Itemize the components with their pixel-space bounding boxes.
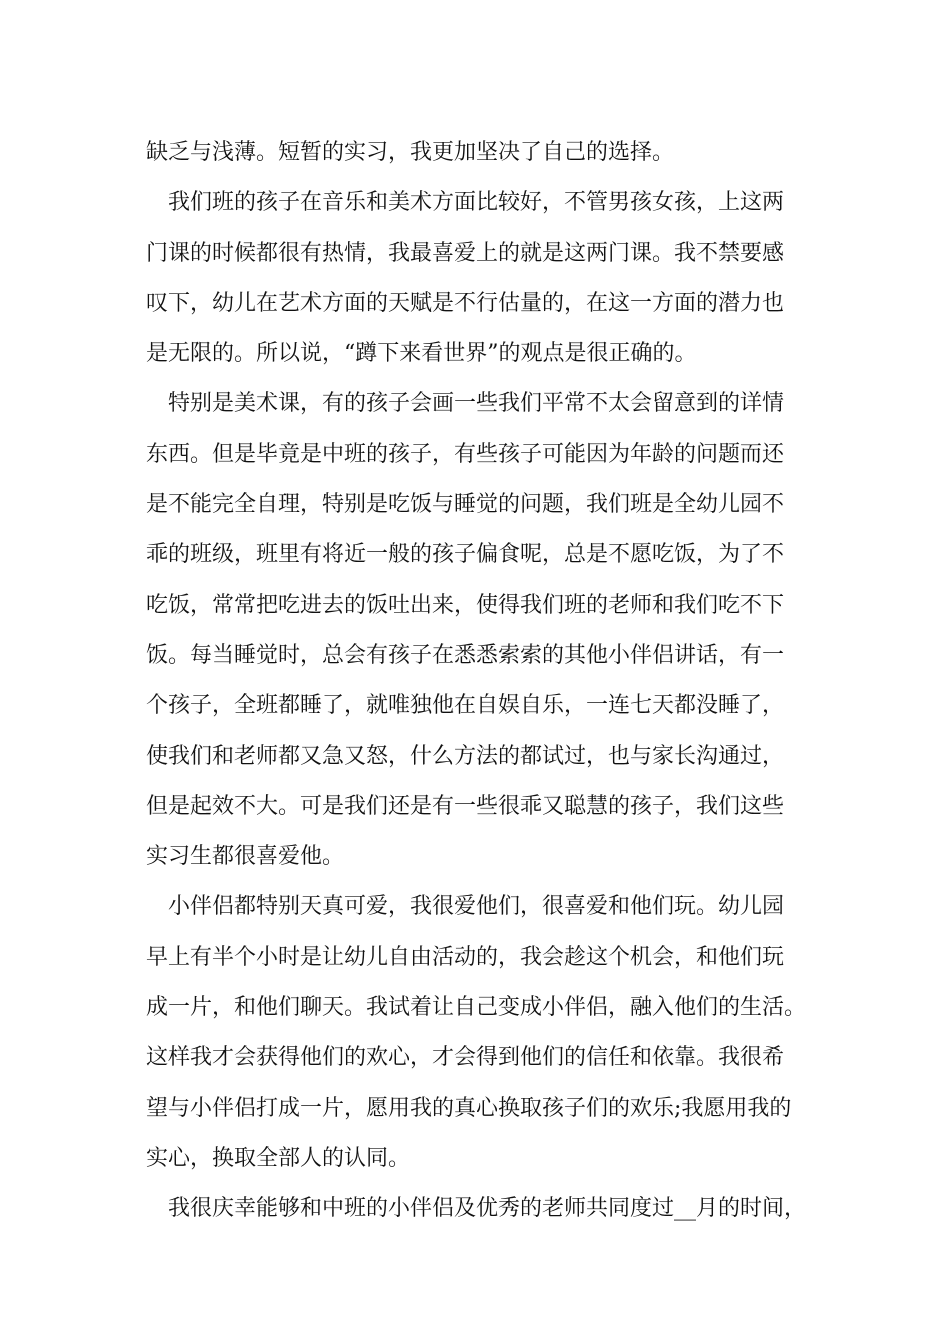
text-line: 东西。但是毕竟是中班的孩子，有些孩子可能因为年龄的问题而还 (146, 441, 785, 467)
text-line: 叹下，幼儿在艺术方面的天赋是不行估量的，在这一方面的潜力也 (146, 290, 785, 316)
paragraph-start-line: 我很庆幸能够和中班的小伴侣及优秀的老师共同度过__月的时间， (168, 1196, 807, 1222)
text-line: 使我们和老师都又急又怒，什么方法的都试过，也与家长沟通过， (146, 743, 785, 769)
text-line: 乖的班级，班里有将近一般的孩子偏食呢，总是不愿吃饭，为了不 (146, 542, 785, 568)
text-line: 但是起效不大。可是我们还是有一些很乖又聪慧的孩子，我们这些 (146, 793, 785, 819)
text-line: 缺乏与浅薄。短暂的实习，我更加坚决了自己的选择。 (146, 140, 675, 165)
text-line: 门课的时候都很有热情，我最喜爱上的就是这两门课。我不禁要感 (146, 240, 785, 266)
document-body (146, 128, 818, 1235)
paragraph-start-line: 我们班的孩子在音乐和美术方面比较好，不管男孩女孩，上这两 (168, 190, 785, 216)
text-line: 成一片，和他们聊天。我试着让自己变成小伴侣，融入他们的生活。 (146, 995, 807, 1021)
text-line: 实心，换取全部人的认同。 (146, 1145, 411, 1171)
text-line: 是无限的。所以说，“蹲下来看世界”的观点是很正确的。 (146, 341, 697, 367)
text-line: 饭。每当睡觉时，总会有孩子在悉悉索索的其他小伴侣讲话，有一 (146, 642, 785, 668)
text-line: 吃饭，常常把吃进去的饭吐出来，使得我们班的老师和我们吃不下 (146, 592, 785, 618)
text-line: 是不能完全自理，特别是吃饭与睡觉的问题，我们班是全幼儿园不 (146, 492, 785, 518)
text-line: 实习生都很喜爱他。 (146, 844, 345, 870)
text-line: 望与小伴侣打成一片，愿用我的真心换取孩子们的欢乐;我愿用我的 (146, 1095, 792, 1121)
text-line: 个孩子，全班都睡了，就唯独他在自娱自乐，一连七天都没睡了， (146, 693, 785, 719)
paragraph-start-line: 小伴侣都特别天真可爱，我很爱他们，很喜爱和他们玩。幼儿园 (168, 894, 785, 920)
text-line: 早上有半个小时是让幼儿自由活动的，我会趁这个机会，和他们玩 (146, 944, 785, 970)
paragraph-start-line: 特别是美术课，有的孩子会画一些我们平常不太会留意到的详情 (168, 391, 785, 417)
text-line: 这样我才会获得他们的欢心，才会得到他们的信任和依靠。我很希 (146, 1045, 785, 1071)
